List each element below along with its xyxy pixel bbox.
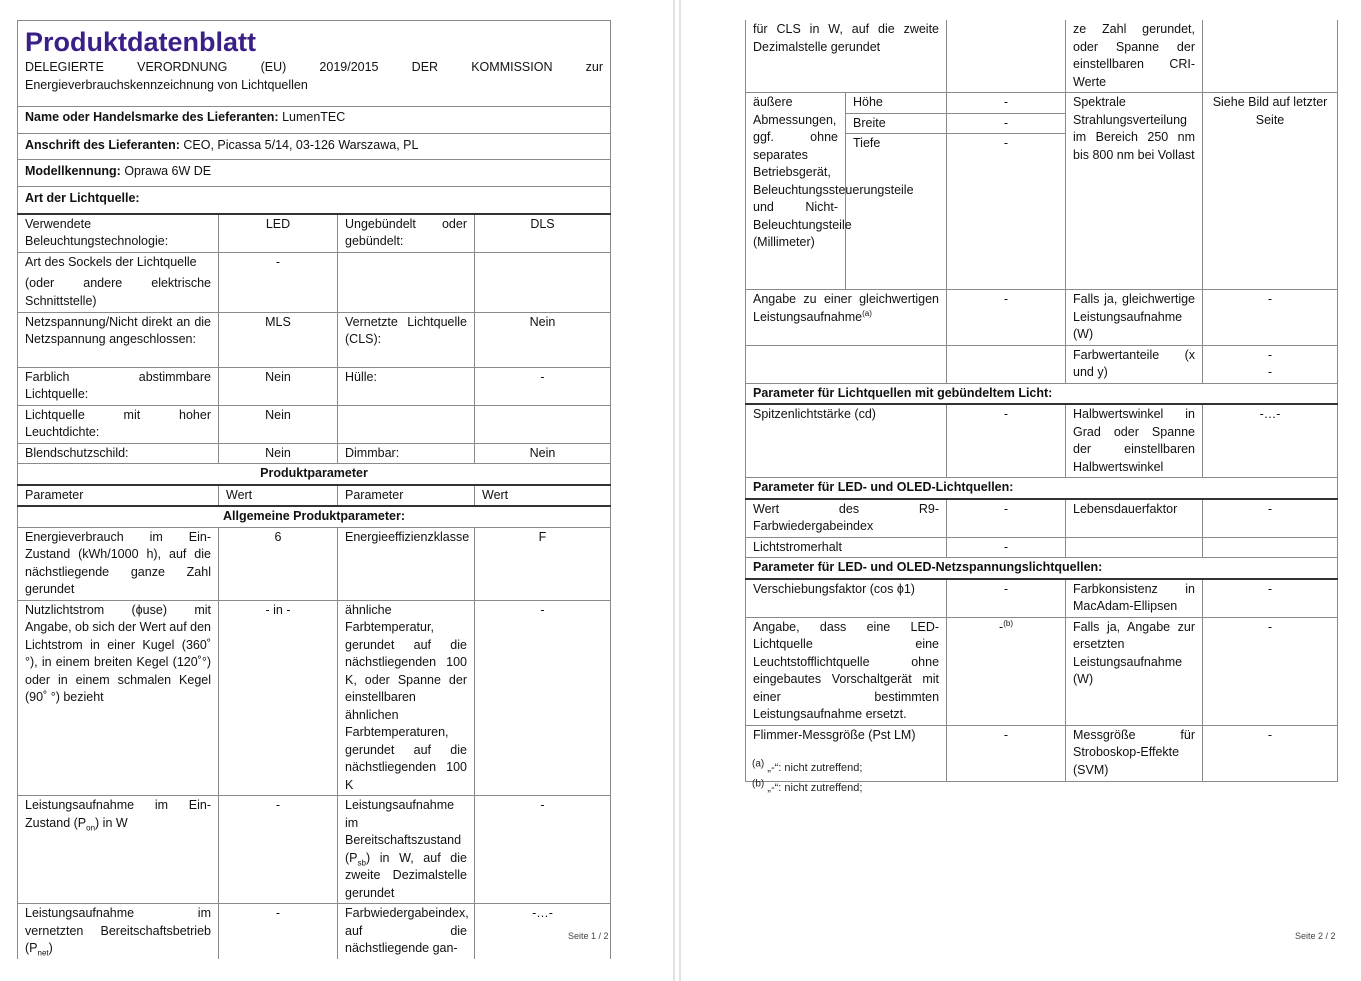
model-label: Modellkennung: bbox=[25, 164, 121, 178]
on-mode-power-value: - bbox=[219, 796, 338, 904]
width-label: Breite bbox=[846, 113, 947, 134]
model-value: Oprawa 6W DE bbox=[124, 164, 212, 178]
product-sheet-table-page-1 bbox=[17, 20, 611, 959]
footnote-b: $^{(b)}$ „-“: nicht zutreffend; bbox=[752, 778, 863, 794]
standby-power-value: - bbox=[475, 796, 611, 904]
regulation-subtitle: DELEGIERTE VERORDNUNG (EU) 2019/2015 DER KOMMISSION zur Energieverbrauchskennzeichnung von Lichtquellen bbox=[25, 60, 603, 92]
column-header-value: Wert bbox=[475, 485, 611, 507]
led-replacement-value: -$^{(b)}$ bbox=[947, 617, 1066, 725]
useful-flux-label: Nutzlichtstrom (ϕuse) mit Angabe, ob sich der Wert auf den Lichtstrom in einer Kugel (360˚ °), in einem breiten Kegel (120˚°) oder in einem schmalen Kegel (90˚ °) bezieht bbox=[18, 600, 219, 796]
empty-cell bbox=[338, 405, 475, 443]
light-source-type-label: Art der Lichtquelle: bbox=[25, 191, 140, 205]
on-mode-power-label: Leistungsaufnahme im Ein-Zustand $(P_{on})$ in W bbox=[18, 796, 219, 904]
r9-label: Wert des R9-Farbwiedergabeindex bbox=[746, 499, 947, 538]
section-product-params: Produktparameter bbox=[18, 464, 611, 485]
column-header-param: Parameter bbox=[338, 485, 475, 507]
empty-cell bbox=[746, 345, 947, 383]
lumen-maintenance-value: - bbox=[947, 537, 1066, 558]
cls-label: Vernetzte Lichtquelle (CLS): bbox=[338, 312, 475, 367]
stroboscopic-label: Messgröße für Stroboskop-Effekte (SVM) bbox=[1066, 725, 1203, 781]
page-footer: Seite 1 / 2 bbox=[568, 931, 609, 941]
equivalent-power-w-value: - bbox=[1203, 290, 1338, 346]
replaced-power-label: Falls ja, Angabe zur ersetzten Leistungsaufnahme (W) bbox=[1066, 617, 1203, 725]
equivalent-power-value: - bbox=[947, 290, 1066, 346]
section-led-mains: Parameter für LED- und OLED-Netzspannungslichtquellen: bbox=[746, 558, 1338, 579]
page-1 bbox=[0, 0, 673, 981]
equivalent-power-label: Angabe zu einer gleichwertigen Leistungsaufnahme$^{(a)}$ bbox=[746, 290, 947, 346]
column-header-value: Wert bbox=[219, 485, 338, 507]
energy-class-value: F bbox=[475, 527, 611, 600]
beam-angle-label: Halbwertswinkel in Grad oder Spanne der einstellbaren Halbwertswinkel bbox=[1066, 404, 1203, 478]
envelope-label: Hülle: bbox=[338, 367, 475, 405]
dimmable-value: Nein bbox=[475, 443, 611, 464]
section-general-params: Allgemeine Produktparameter: bbox=[18, 506, 611, 527]
standby-power-label: Leistungsaufnahme im Bereitschaftszustand $(P_{sb})$ in W, auf die zweite Dezimalstelle gerundet bbox=[338, 796, 475, 904]
cls-value: Nein bbox=[475, 312, 611, 367]
flicker-label: Flimmer-Messgröße (Pst LM) bbox=[746, 725, 947, 781]
height-value: - bbox=[947, 93, 1066, 114]
spectral-value: Siehe Bild auf letzter Seite bbox=[1203, 93, 1338, 290]
supplier-address-label: Anschrift des Lieferanten: bbox=[25, 138, 180, 152]
lumen-maintenance-label: Lichtstromerhalt bbox=[746, 537, 947, 558]
energy-consumption-value: 6 bbox=[219, 527, 338, 600]
cct-value: - bbox=[475, 600, 611, 796]
empty-cell bbox=[475, 252, 611, 312]
chromaticity-label: Farbwertanteile (x und y) bbox=[1066, 345, 1203, 383]
dimmable-label: Dimmbar: bbox=[338, 443, 475, 464]
empty-cell bbox=[947, 345, 1066, 383]
spectral-label: Spektrale Strahlungsverteilung im Bereich 250 nm bis 800 nm bei Vollast bbox=[1066, 93, 1203, 290]
hlls-label: Lichtquelle mit hoher Leuchtdichte: bbox=[18, 405, 219, 443]
socket-label-line-1: Art des Sockels der Lichtquelle bbox=[25, 254, 197, 269]
macadam-label: Farbkonsistenz in MacAdam-Ellipsen bbox=[1066, 579, 1203, 618]
networked-standby-label: Leistungsaufnahme im vernetzten Bereitschaftsbetrieb $(P_{net})$ bbox=[18, 904, 219, 959]
supplier-address-row bbox=[18, 134, 611, 160]
useful-flux-value: - in - bbox=[219, 600, 338, 796]
page-footer: Seite 2 / 2 bbox=[1295, 931, 1336, 941]
networked-standby-value: - bbox=[219, 904, 338, 959]
column-header-param: Parameter bbox=[18, 485, 219, 507]
energy-class-label: Energieeffizienzklasse bbox=[338, 527, 475, 600]
dimensions-label: äußere Abmessungen, ggf. ohne separates Betriebsgerät, Beleuchtungssteuerungsteile und Nicht-Beleuchtungsteile (Millimeter) bbox=[746, 93, 846, 290]
stroboscopic-value: - bbox=[1203, 725, 1338, 781]
empty-cell bbox=[338, 252, 475, 312]
height-label: Höhe bbox=[846, 93, 947, 114]
socket-label bbox=[18, 252, 219, 312]
colour-tunable-value: Nein bbox=[219, 367, 338, 405]
page-divider bbox=[673, 0, 675, 981]
r9-value: - bbox=[947, 499, 1066, 538]
tech-label: Verwendete Beleuchtungstechnologie: bbox=[18, 214, 219, 253]
empty-cell bbox=[1203, 537, 1338, 558]
energy-consumption-label: Energieverbrauch im Ein-Zustand (kWh/1000 h), auf die nächstliegende ganze Zahl gerundet bbox=[18, 527, 219, 600]
model-row bbox=[18, 160, 611, 187]
displacement-factor-value: - bbox=[947, 579, 1066, 618]
cct-label: ähnliche Farbtemperatur, gerundet auf die nächstliegenden 100 K, oder Spanne der einstellbaren ähnlichen Farbtemperaturen, gerundet auf die nächstliegenden 100 K bbox=[338, 600, 475, 796]
flicker-value: - bbox=[947, 725, 1066, 781]
peak-intensity-value: - bbox=[947, 404, 1066, 478]
colour-tunable-label: Farblich abstimmbare Lichtquelle: bbox=[18, 367, 219, 405]
hlls-value: Nein bbox=[219, 405, 338, 443]
empty-cell bbox=[947, 20, 1066, 93]
mains-value: MLS bbox=[219, 312, 338, 367]
footnote-a: $^{(a)}$ „-“: nicht zutreffend; bbox=[752, 758, 863, 774]
equivalent-power-w-label: Falls ja, gleichwertige Leistungsaufnahme (W) bbox=[1066, 290, 1203, 346]
tech-value: LED bbox=[219, 214, 338, 253]
footnotes bbox=[752, 758, 862, 798]
supplier-name-row bbox=[18, 107, 611, 134]
chromaticity-value: - - bbox=[1203, 345, 1338, 383]
cri-continued: ze Zahl gerundet, oder Spanne der einstellbaren CRI-Werte bbox=[1066, 20, 1203, 93]
title-cell bbox=[18, 21, 611, 107]
empty-cell bbox=[475, 405, 611, 443]
glare-value: Nein bbox=[219, 443, 338, 464]
peak-intensity-label: Spitzenlichtstärke (cd) bbox=[746, 404, 947, 478]
supplier-name-label: Name oder Handelsmarke des Lieferanten: bbox=[25, 110, 279, 124]
section-led: Parameter für LED- und OLED-Lichtquellen: bbox=[746, 478, 1338, 499]
led-replacement-label: Angabe, dass eine LED-Lichtquelle eine Leuchtstofflichtquelle ohne eingebautes Vorschaltgerät mit einer bestimmten Leistungsaufnahme ersetzt. bbox=[746, 617, 947, 725]
depth-value: - bbox=[947, 134, 1066, 290]
product-sheet-table-page-2 bbox=[745, 20, 1338, 782]
page-title: Produktdatenblatt bbox=[25, 27, 257, 57]
socket-value: - bbox=[219, 252, 338, 312]
section-directional: Parameter für Lichtquellen mit gebündeltem Licht: bbox=[746, 383, 1338, 404]
depth-label: Tiefe bbox=[846, 134, 947, 290]
empty-cell bbox=[1203, 20, 1338, 93]
survival-factor-label: Lebensdauerfaktor bbox=[1066, 499, 1203, 538]
focus-value: DLS bbox=[475, 214, 611, 253]
focus-label: Ungebündelt oder gebündelt: bbox=[338, 214, 475, 253]
glare-label: Blendschutzschild: bbox=[18, 443, 219, 464]
mains-label: Netzspannung/Nicht direkt an die Netzspannung angeschlossen: bbox=[18, 312, 219, 367]
cls-standby-continued: für CLS in W, auf die zweite Dezimalstelle gerundet bbox=[746, 20, 947, 93]
light-source-type-row bbox=[18, 187, 611, 214]
envelope-value: - bbox=[475, 367, 611, 405]
beam-angle-value: -…- bbox=[1203, 404, 1338, 478]
empty-cell bbox=[1066, 537, 1203, 558]
socket-label-line-2: (oder andere elektrische Schnittstelle) bbox=[25, 276, 211, 308]
survival-factor-value: - bbox=[1203, 499, 1338, 538]
width-value: - bbox=[947, 113, 1066, 134]
macadam-value: - bbox=[1203, 579, 1338, 618]
displacement-factor-label: Verschiebungsfaktor (cos ϕ1) bbox=[746, 579, 947, 618]
supplier-name-value: LumenTEC bbox=[282, 110, 346, 124]
cri-value: -…- bbox=[475, 904, 611, 959]
supplier-address-value: CEO, Picassa 5/14, 03-126 Warszawa, PL bbox=[183, 138, 419, 152]
replaced-power-value: - bbox=[1203, 617, 1338, 725]
cri-label: Farbwiedergabeindex, auf die nächstliegende gan- bbox=[338, 904, 475, 959]
